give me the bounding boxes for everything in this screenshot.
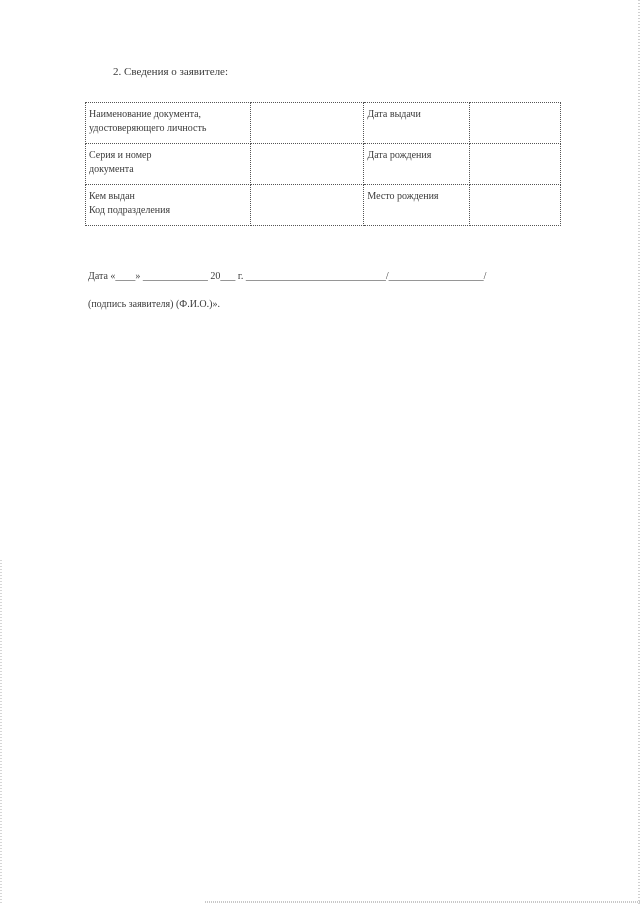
issued-by-label: Кем выдан Код подразделения <box>89 191 171 216</box>
document-series-number-value-cell <box>250 144 364 185</box>
table-row <box>86 185 561 226</box>
birth-date-label: Дата рождения <box>367 150 432 161</box>
label-cell <box>86 103 251 144</box>
document-series-number-label: Серия и номер документа <box>89 150 152 175</box>
applicant-info-table <box>85 102 561 226</box>
scan-edge-left <box>0 560 2 905</box>
issue-date-label: Дата выдачи <box>367 109 421 120</box>
identity-document-value-cell <box>250 103 364 144</box>
label-cell <box>364 185 470 226</box>
birth-place-value-cell <box>470 185 561 226</box>
issued-by-value-cell <box>250 185 364 226</box>
signature-caption: (подпись заявителя) (Ф.И.О.)». <box>88 299 220 310</box>
birth-place-label: Место рождения <box>367 191 439 202</box>
label-cell <box>86 185 251 226</box>
identity-document-label: Наименование документа, удостоверяющего личность <box>89 109 207 134</box>
label-cell <box>364 144 470 185</box>
date-signature-line: Дата «____» _____________ 20___ г. ____________________________/___________________/ <box>88 271 487 282</box>
label-cell <box>86 144 251 185</box>
label-cell <box>364 103 470 144</box>
table-row <box>86 144 561 185</box>
scan-edge-bottom <box>205 901 640 903</box>
issue-date-value-cell <box>470 103 561 144</box>
birth-date-value-cell <box>470 144 561 185</box>
section-title: 2. Сведения о заявителе: <box>113 66 229 78</box>
table-row <box>86 103 561 144</box>
